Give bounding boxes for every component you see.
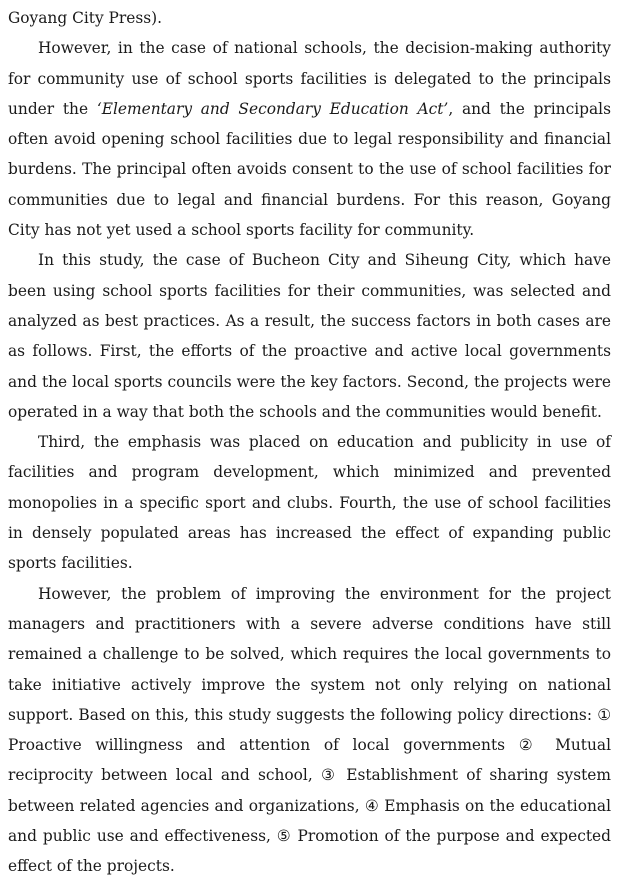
paragraph-text: Third, the emphasis was placed on education and publicity in use of facilities and program development, which minimized and prevented monopolies in a specific sport and clubs. Fourth, the use of school facilities in densely populated areas has increased the effect of expanding public sports facilities. xyxy=(8,433,611,573)
paragraph-text: However, in the case of national schools, the decision-making authority for community use of school sports facilities is delegated to the principals under the xyxy=(8,39,611,118)
paragraph-policy-directions xyxy=(8,579,611,882)
act-title: ‘Elementary and Secondary Education Act’ xyxy=(96,99,449,118)
paragraph-continuation xyxy=(8,3,611,33)
paragraph-case-study xyxy=(8,245,611,427)
paragraph-national-schools xyxy=(8,33,611,245)
paragraph-text: In this study, the case of Bucheon City and Siheung City, which have been using school sports facilities for their communities, was selected and analyzed as best practices. As a result, the success factors in both cases are as follows. First, the efforts of the proactive and active local governments and the local sports councils were the key factors. Second, the projects were operated in a way that both the schools and the communities would benefit. xyxy=(8,251,611,421)
paragraph-text: However, the problem of improving the environment for the project managers and practitioners with a severe adverse conditions have still remained a challenge to be solved, which requires the local governments to take initiative actively improve the system not only relying on national support. Based on this, this study suggests the following policy directions: ① Proactive willingness and attention of local governments ② Mutual reciprocity between local and school, ③ Establishment of sharing system between related agencies and organizations, ④ Emphasis on the educational and public use and effectiveness, ⑤ Promotion of the purpose and expected effect of the projects. xyxy=(8,584,611,876)
paragraph-success-factors xyxy=(8,427,611,578)
paragraph-text: , and the principals often avoid opening school facilities due to legal responsibility and financial burdens. The principal often avoids consent to the use of school facilities for communities due to legal and financial burdens. For this reason, Goyang City has not yet used a school sports facility for community. xyxy=(8,99,611,240)
paragraph-text: Goyang City Press). xyxy=(8,9,163,27)
